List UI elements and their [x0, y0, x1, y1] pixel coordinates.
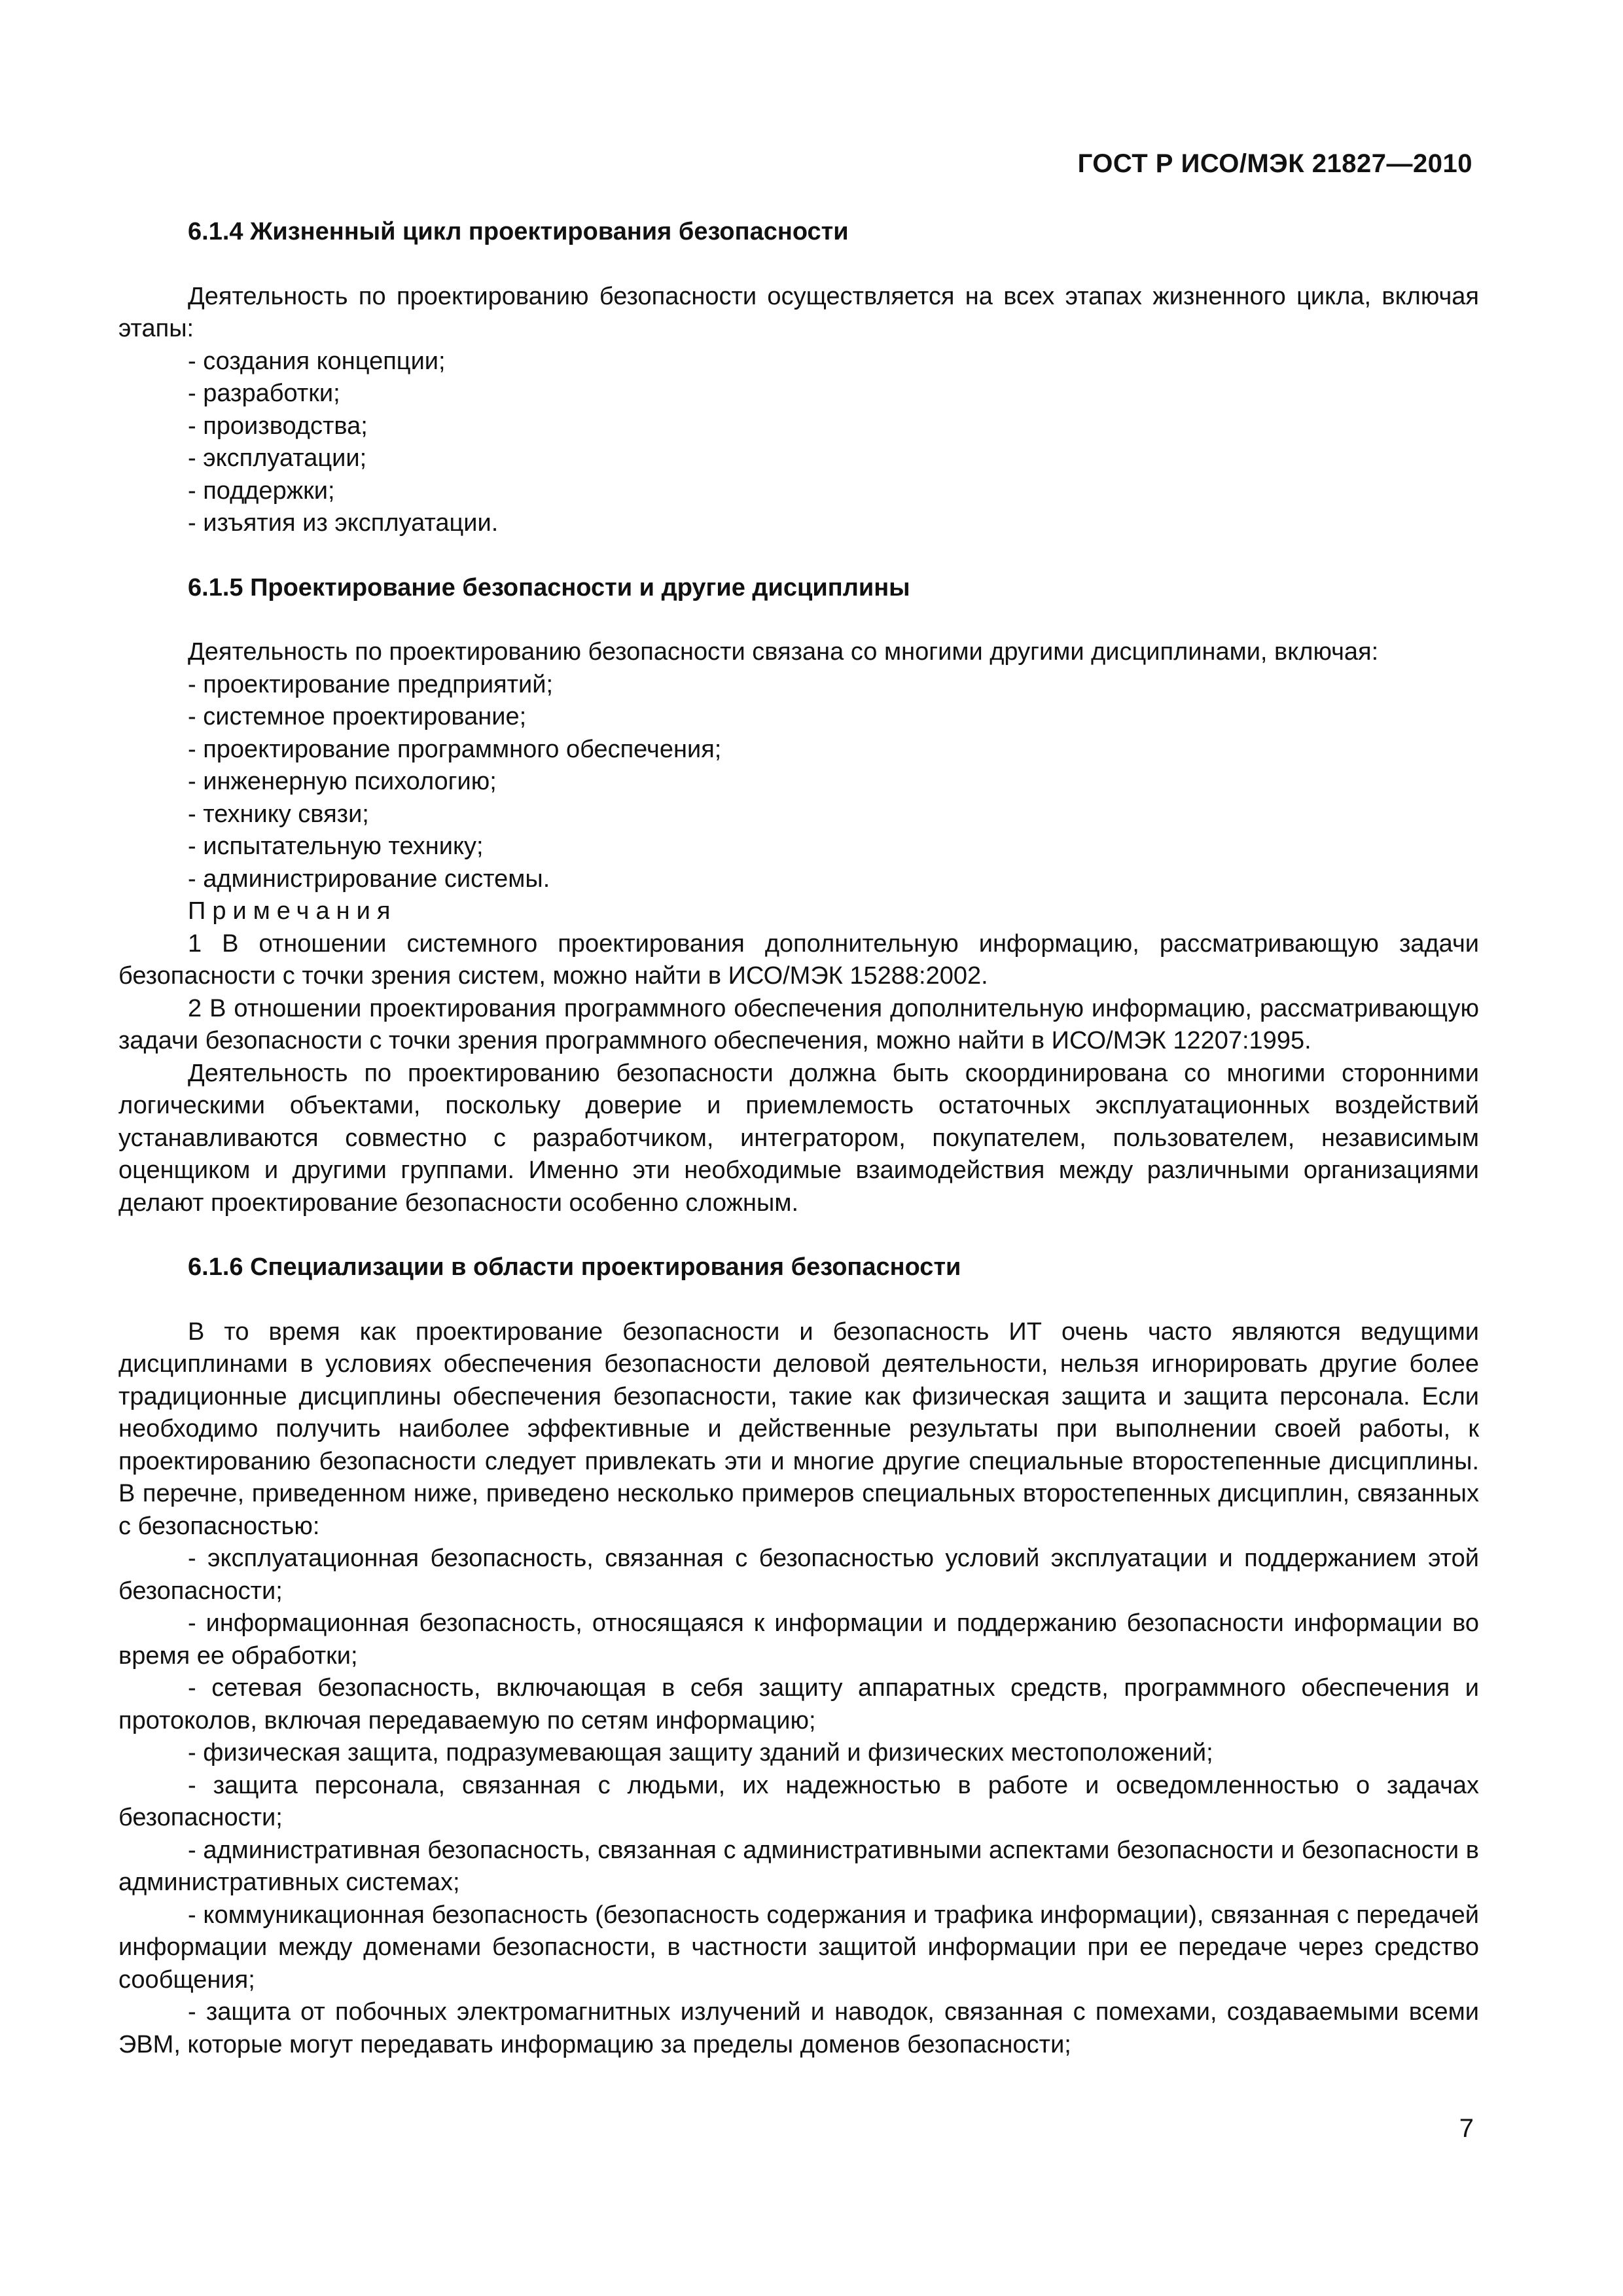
- list-item: - проектирование программного обеспечения;: [188, 735, 722, 763]
- section-spacer: [118, 540, 1479, 572]
- section-heading-6-1-6: 6.1.6 Специализации в области проектирования безопасности: [188, 1253, 961, 1281]
- list-item: - инженерную психологию;: [188, 768, 497, 795]
- section-intro-6-1-6: В то время как проектирование безопасности и безопасность ИТ очень часто являются ведущими дисциплинами в условиях обеспечения безопасности деловой деятельности, нельзя игнорировать другие более традиционные дисциплины обеспечения безопасности, такие как физическая защита и защита персонала. Если необходимо получить наиболее эффективные и действенные результаты при выполнении своей работы, к проектированию безопасности следует привлекать эти и многие другие специальные второстепенные дисциплины. В перечне, приведенном ниже, приведено несколько примеров специальных второстепенных дисциплин, связанных с безопасностью:: [118, 1318, 1479, 1540]
- list-item: - физическая защита, подразумевающая защиту зданий и физических местоположений;: [188, 1739, 1213, 1767]
- section-closing-6-1-5: Деятельность по проектированию безопасности должна быть скоординирована со многими сторонними логическими объектами, поскольку доверие и приемлемость остаточных эксплуатационных воздействий устанавливаются совместно с разработчиком, интегратором, покупателем, пользователем, независимым оценщиком и другими группами. Именно эти необходимые взаимодействия между различными организациями делают проектирование безопасности особенно сложным.: [118, 1059, 1479, 1217]
- list-item: - административная безопасность, связанная с административными аспектами безопасности и безопасности в административных системах;: [118, 1836, 1479, 1896]
- list-item: - администрирование системы.: [188, 865, 550, 893]
- list-item: - изъятия из эксплуатации.: [188, 509, 499, 537]
- section-heading-6-1-5: 6.1.5 Проектирование безопасности и другие дисциплины: [188, 573, 910, 601]
- list-item: - проектирование предприятий;: [188, 670, 554, 698]
- note-2: 2 В отношении проектирования программного обеспечения дополнительную информацию, рассматривающую задачи безопасности с точки зрения программного обеспечения, можно найти в ИСО/МЭК 12207:1995.: [118, 994, 1479, 1054]
- list-item: - эксплуатационная безопасность, связанная с безопасностью условий эксплуатации и поддержанием этой безопасности;: [118, 1545, 1479, 1605]
- document-body: [118, 216, 1479, 2061]
- section-intro-6-1-4: Деятельность по проектированию безопасности осуществляется на всех этапах жизненного цикла, включая этапы:: [118, 282, 1479, 342]
- list-item: - испытательную технику;: [188, 833, 484, 860]
- list-item: - эксплуатации;: [188, 444, 367, 472]
- section-heading-6-1-4: 6.1.4 Жизненный цикл проектирования безопасности: [188, 218, 849, 245]
- list-item: - поддержки;: [188, 476, 335, 505]
- list-item: - создания концепции;: [188, 347, 446, 375]
- section-spacer: [118, 1219, 1479, 1251]
- list-item: - защита персонала, связанная с людьми, их надежностью в работе и осведомленностью о задачах безопасности;: [118, 1771, 1479, 1831]
- list-item: - защита от побочных электромагнитных излучений и наводок, связанная с помехами, создаваемыми всеми ЭВМ, которые могут передавать информацию за пределы доменов безопасности;: [118, 1998, 1479, 2058]
- list-item: - разработки;: [188, 380, 340, 407]
- page-number: 7: [1459, 2114, 1474, 2143]
- section-intro-6-1-5: Деятельность по проектированию безопасности связана со многими другими дисциплинами, включая:: [188, 638, 1379, 666]
- notes-title: Примечания: [188, 897, 397, 925]
- list-item: - системное проектирование;: [188, 703, 527, 730]
- list-item: - сетевая безопасность, включающая в себя защиту аппаратных средств, программного обеспечения и протоколов, включая передаваемую по сетям информацию;: [118, 1674, 1479, 1734]
- list-item: - технику связи;: [188, 800, 369, 828]
- list-item: - коммуникационная безопасность (безопасность содержания и трафика информации), связанная с передачей информации между доменами безопасности, в частности защитой информации при ее передаче через средство сообщения;: [118, 1901, 1479, 1994]
- list-item: - информационная безопасность, относящаяся к информации и поддержанию безопасности информации во время ее обработки;: [118, 1609, 1479, 1670]
- note-1: 1 В отношении системного проектирования дополнительную информацию, рассматривающую задачи безопасности с точки зрения систем, можно найти в ИСО/МЭК 15288:2002.: [118, 929, 1479, 990]
- list-item: - производства;: [188, 412, 368, 440]
- document-code-header: ГОСТ Р ИСО/МЭК 21827—2010: [1077, 149, 1472, 178]
